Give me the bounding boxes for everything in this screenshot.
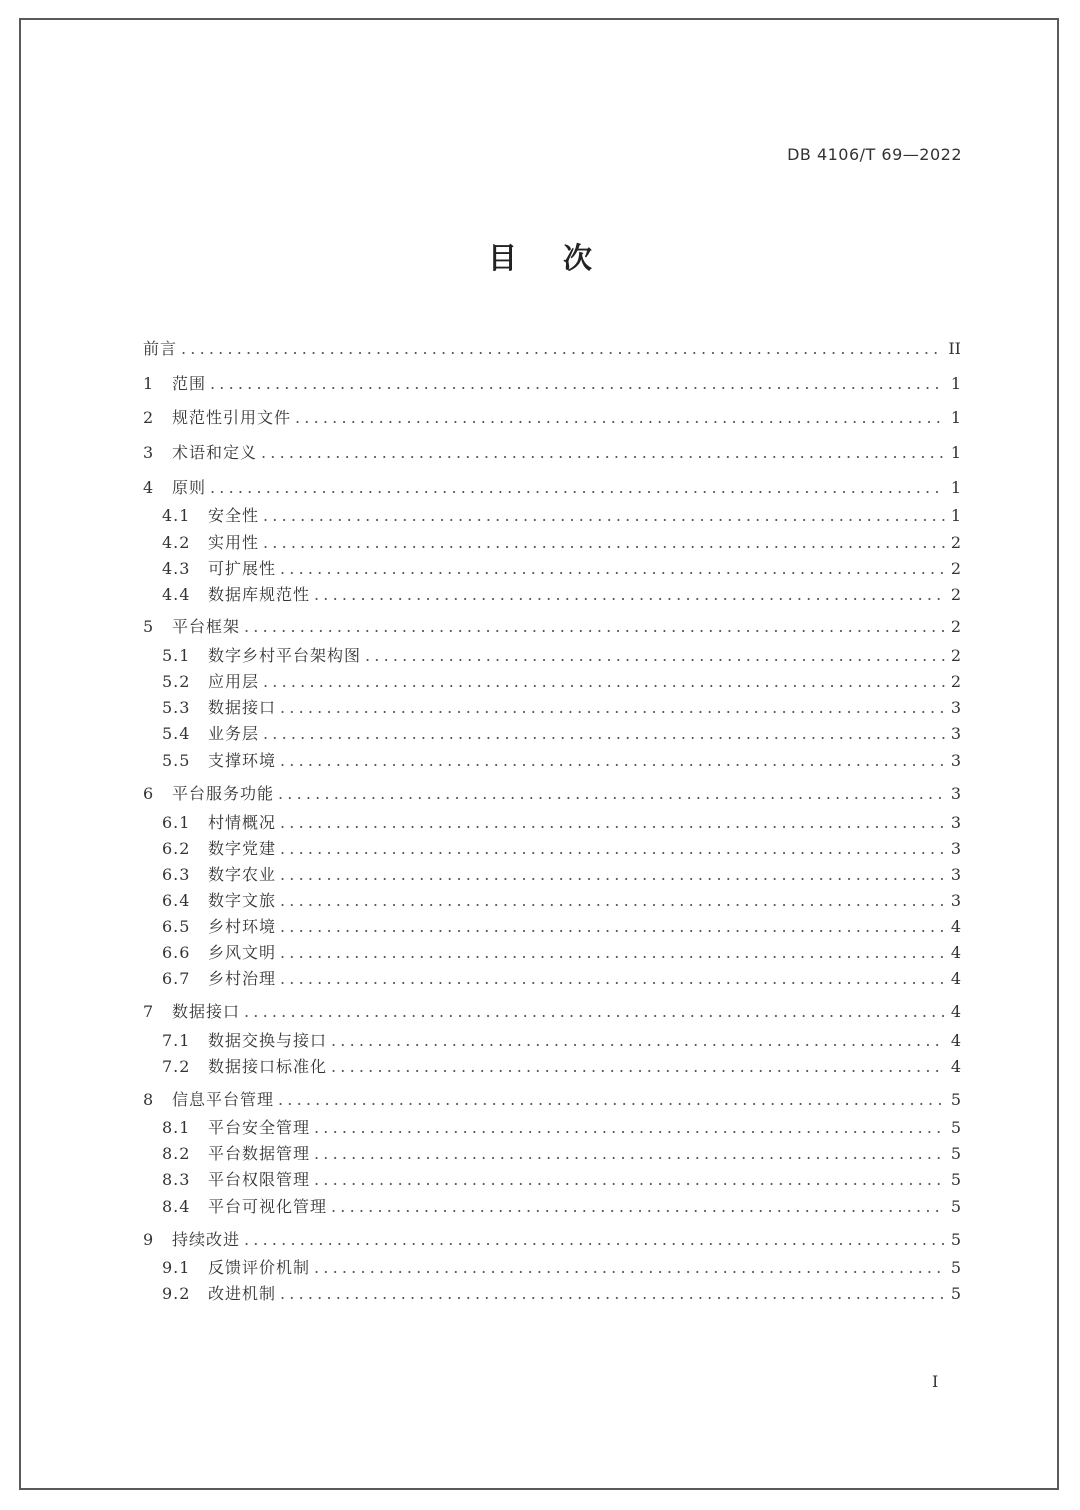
toc-entry-page: 4 (950, 969, 961, 988)
toc-entry-title: 数据接口 (172, 1002, 241, 1021)
toc-entry-page: 4 (950, 1031, 961, 1050)
toc-entry-title: 实用性 (208, 533, 260, 552)
toc-entry-title: 数字农业 (208, 865, 277, 884)
toc-entry-title: 平台框架 (172, 617, 241, 636)
toc-dot-leader (280, 864, 945, 886)
toc-entry-page: 2 (950, 646, 961, 665)
toc-entry[interactable] (143, 1089, 961, 1111)
toc-dot-leader (331, 1030, 945, 1052)
toc-dot-leader (314, 1143, 945, 1165)
toc-entry[interactable] (162, 838, 961, 860)
toc-entry[interactable] (143, 783, 961, 805)
toc-entry-number: 6.5 (162, 917, 191, 936)
toc-entry-number: 6.2 (162, 839, 191, 858)
toc-entry-number: 4.4 (162, 585, 191, 604)
toc-entry-title: 可扩展性 (208, 559, 277, 578)
toc-entry[interactable] (162, 723, 961, 745)
toc-entry-number: 5.4 (162, 724, 191, 743)
toc-dot-leader (331, 1056, 945, 1078)
toc-entry-page: 3 (950, 839, 961, 858)
toc-entry-title: 乡村治理 (208, 969, 277, 988)
toc-entry-title: 数据接口 (208, 698, 277, 717)
toc-entry-number: 8 (143, 1090, 155, 1109)
toc-dot-leader (314, 1169, 945, 1191)
toc-entry[interactable] (143, 442, 961, 464)
toc-entry[interactable] (162, 1143, 961, 1165)
toc-dot-leader (244, 616, 945, 638)
toc-entry[interactable] (143, 338, 961, 360)
toc-entry-title: 应用层 (208, 672, 260, 691)
toc-entry-title: 平台数据管理 (208, 1144, 311, 1163)
toc-entry-page: 3 (950, 724, 961, 743)
toc-entry-number: 2 (143, 408, 155, 427)
toc-entry[interactable] (162, 968, 961, 990)
toc-dot-leader (280, 1283, 945, 1305)
toc-entry-page: 5 (950, 1230, 961, 1249)
toc-entry-number: 9 (143, 1230, 155, 1249)
toc-entry[interactable] (162, 697, 961, 719)
toc-entry-page: 3 (950, 865, 961, 884)
toc-entry[interactable] (162, 558, 961, 580)
toc-entry-number: 6.1 (162, 813, 191, 832)
toc-entry-page: 2 (950, 585, 961, 604)
toc-entry-title: 持续改进 (172, 1230, 241, 1249)
toc-entry-title: 反馈评价机制 (208, 1258, 311, 1277)
toc-dot-leader (278, 783, 945, 805)
toc-entry[interactable] (162, 505, 961, 527)
page-title: 目次 (487, 241, 638, 275)
toc-entry-number: 6.7 (162, 969, 191, 988)
toc-entry-number: 8.2 (162, 1144, 191, 1163)
toc-entry-title: 平台可视化管理 (208, 1197, 328, 1216)
toc-dot-leader (280, 916, 945, 938)
toc-entry-title: 范围 (172, 374, 207, 393)
toc-entry[interactable] (143, 1001, 961, 1023)
toc-dot-leader (263, 532, 945, 554)
toc-entry[interactable] (162, 1257, 961, 1279)
toc-dot-leader (280, 942, 945, 964)
toc-entry-page: 3 (950, 813, 961, 832)
toc-dot-leader (314, 1117, 945, 1139)
toc-dot-leader (210, 373, 945, 395)
toc-entry[interactable] (162, 1056, 961, 1078)
toc-entry-title: 术语和定义 (172, 443, 258, 462)
toc-entry-title: 数据库规范性 (208, 585, 311, 604)
toc-entry-title: 数字党建 (208, 839, 277, 858)
toc-entry[interactable] (162, 584, 961, 606)
toc-entry[interactable] (162, 890, 961, 912)
toc-entry-page: 2 (950, 617, 961, 636)
toc-entry-page: 3 (950, 751, 961, 770)
toc-entry-number: 1 (143, 374, 155, 393)
toc-entry-title: 前言 (143, 339, 178, 358)
toc-dot-leader (280, 890, 945, 912)
toc-entry-number: 5 (143, 617, 155, 636)
toc-entry-page: 5 (950, 1144, 961, 1163)
toc-entry-number: 7.2 (162, 1057, 191, 1076)
toc-entry-title: 支撑环境 (208, 751, 277, 770)
toc-dot-leader (263, 671, 945, 693)
toc-entry-page: 3 (950, 784, 961, 803)
toc-dot-leader (314, 584, 945, 606)
toc-dot-leader (280, 812, 945, 834)
toc-entry-page: 1 (950, 408, 961, 427)
toc-dot-leader (280, 968, 945, 990)
toc-entry-page: 1 (950, 374, 961, 393)
toc-entry-page: 1 (950, 478, 961, 497)
toc-entry-page: 5 (950, 1118, 961, 1137)
toc-entry-number: 4.1 (162, 506, 191, 525)
toc-dot-leader (181, 338, 942, 360)
toc-entry-number: 8.1 (162, 1118, 191, 1137)
toc-dot-leader (295, 407, 945, 429)
toc-entry-title: 数据接口标准化 (208, 1057, 328, 1076)
toc-entry-number: 9.1 (162, 1258, 191, 1277)
toc-entry[interactable] (162, 1283, 961, 1305)
toc-dot-leader (314, 1257, 945, 1279)
toc-entry-page: 5 (950, 1258, 961, 1277)
toc-entry-page: 1 (950, 443, 961, 462)
toc-entry-page: 4 (950, 1057, 961, 1076)
toc-entry-page: 3 (950, 891, 961, 910)
toc-entry[interactable] (162, 1117, 961, 1139)
toc-entry[interactable] (162, 916, 961, 938)
toc-entry-title: 改进机制 (208, 1284, 277, 1303)
toc-entry-title: 乡村环境 (208, 917, 277, 936)
toc-entry-number: 5.5 (162, 751, 191, 770)
toc-entry-title: 数字文旅 (208, 891, 277, 910)
toc-entry[interactable] (162, 645, 961, 667)
toc-dot-leader (244, 1229, 945, 1251)
toc-entry[interactable] (162, 1169, 961, 1191)
toc-entry-number: 7.1 (162, 1031, 191, 1050)
toc-entry-title: 业务层 (208, 724, 260, 743)
toc-entry-title: 信息平台管理 (172, 1090, 275, 1109)
toc-entry[interactable] (162, 864, 961, 886)
footer-page-number: I (932, 1372, 939, 1391)
toc-entry-number: 7 (143, 1002, 155, 1021)
toc-entry[interactable] (162, 942, 961, 964)
toc-entry-page: 2 (950, 672, 961, 691)
toc-entry-page: 4 (950, 917, 961, 936)
toc-entry-page: 3 (950, 698, 961, 717)
toc-entry-number: 3 (143, 443, 155, 462)
toc-entry[interactable] (143, 407, 961, 429)
toc-dot-leader (280, 558, 945, 580)
toc-dot-leader (280, 697, 945, 719)
toc-entry-page: 1 (950, 506, 961, 525)
toc-entry-title: 平台安全管理 (208, 1118, 311, 1137)
toc-entry-title: 数据交换与接口 (208, 1031, 328, 1050)
toc-entry-number: 4.2 (162, 533, 191, 552)
toc-dot-leader (261, 442, 945, 464)
toc-entry[interactable] (143, 477, 961, 499)
toc-entry-page: 5 (950, 1284, 961, 1303)
toc-entry[interactable] (162, 671, 961, 693)
toc-entry[interactable] (143, 616, 961, 638)
toc-entry-number: 4.3 (162, 559, 191, 578)
toc-entry[interactable] (162, 812, 961, 834)
toc-entry-title: 数字乡村平台架构图 (208, 646, 362, 665)
toc-entry-number: 6.3 (162, 865, 191, 884)
toc-entry-title: 原则 (172, 478, 207, 497)
toc-entry-page: 2 (950, 559, 961, 578)
toc-dot-leader (263, 723, 945, 745)
toc-entry-page: II (948, 339, 961, 358)
toc-dot-leader (280, 750, 945, 772)
toc-dot-leader (263, 505, 945, 527)
toc-dot-leader (210, 477, 945, 499)
toc-entry-page: 5 (950, 1090, 961, 1109)
toc-entry-title: 安全性 (208, 506, 260, 525)
toc-entry-number: 6 (143, 784, 155, 803)
toc-entry[interactable] (162, 532, 961, 554)
toc-entry[interactable] (143, 1229, 961, 1251)
toc-entry-number: 8.4 (162, 1197, 191, 1216)
toc-entry-number: 5.2 (162, 672, 191, 691)
document-code: DB 4106/T 69—2022 (787, 145, 962, 164)
toc-dot-leader (278, 1089, 945, 1111)
toc-entry[interactable] (162, 750, 961, 772)
toc-entry-page: 4 (950, 943, 961, 962)
toc-dot-leader (244, 1001, 945, 1023)
toc-entry-title: 平台权限管理 (208, 1170, 311, 1189)
toc-entry-page: 5 (950, 1197, 961, 1216)
toc-entry-number: 5.1 (162, 646, 191, 665)
toc-entry-number: 4 (143, 478, 155, 497)
toc-entry-number: 9.2 (162, 1284, 191, 1303)
toc-entry-title: 规范性引用文件 (172, 408, 292, 427)
toc-entry-number: 6.6 (162, 943, 191, 962)
toc-entry-number: 6.4 (162, 891, 191, 910)
toc-entry[interactable] (162, 1030, 961, 1052)
toc-entry-title: 村情概况 (208, 813, 277, 832)
toc-entry-number: 5.3 (162, 698, 191, 717)
toc-dot-leader (365, 645, 945, 667)
toc-entry-page: 4 (950, 1002, 961, 1021)
toc-entry[interactable] (143, 373, 961, 395)
toc-dot-leader (331, 1196, 945, 1218)
toc-entry-number: 8.3 (162, 1170, 191, 1189)
toc-entry-page: 5 (950, 1170, 961, 1189)
toc-entry[interactable] (162, 1196, 961, 1218)
toc-entry-title: 平台服务功能 (172, 784, 275, 803)
toc-entry-page: 2 (950, 533, 961, 552)
toc-dot-leader (280, 838, 945, 860)
toc-entry-title: 乡风文明 (208, 943, 277, 962)
